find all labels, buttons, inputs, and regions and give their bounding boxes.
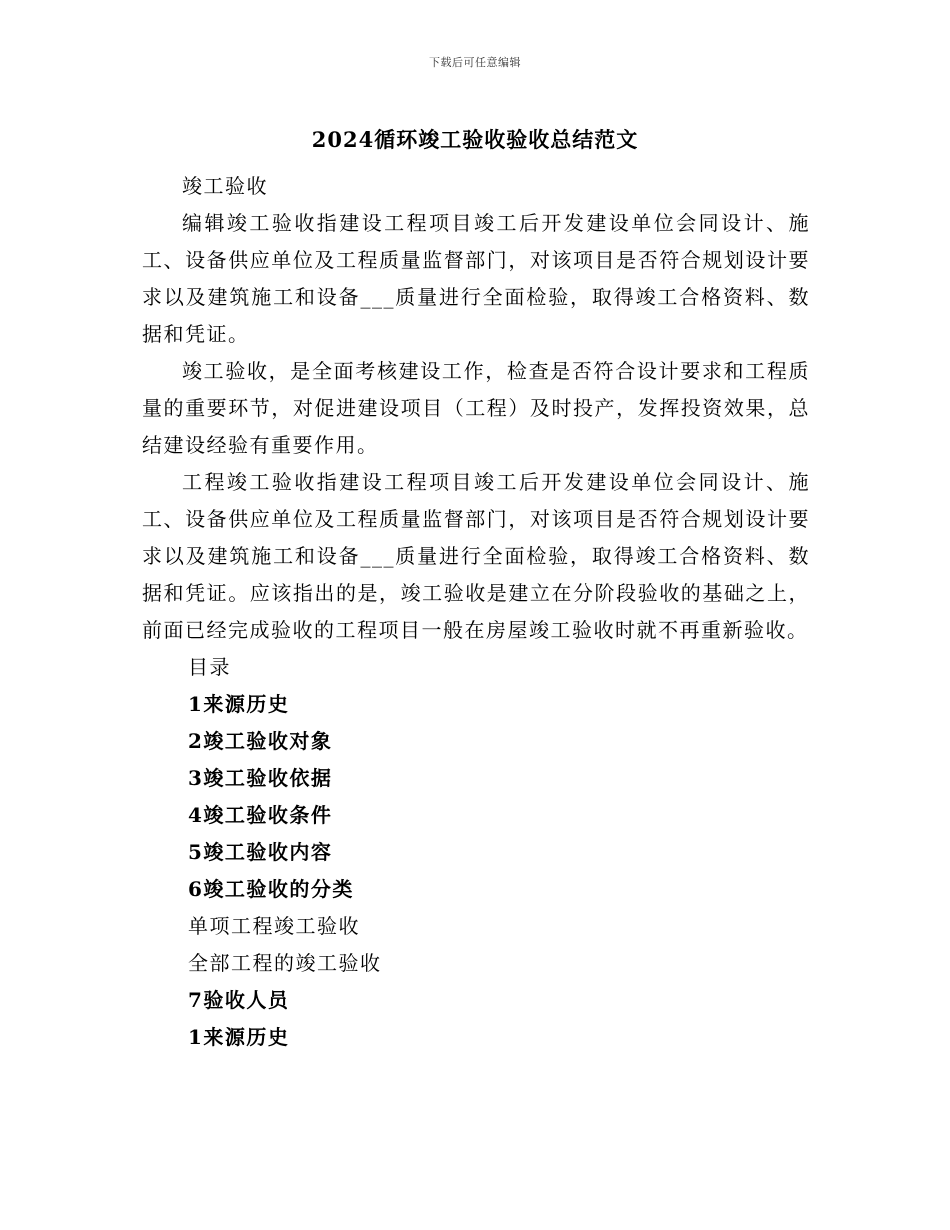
document-body [142, 168, 810, 1056]
toc-subitem: 单项工程竣工验收 [188, 914, 360, 938]
document-title: 2024循环竣工验收验收总结范文 [311, 127, 639, 152]
toc-item: 1来源历史 [188, 692, 290, 716]
toc-item: 3竣工验收依据 [188, 766, 333, 790]
header-note: 下载后可任意编辑 [429, 56, 521, 69]
toc-item: 7验收人员 [188, 988, 290, 1012]
toc-subitem: 全部工程的竣工验收 [188, 951, 382, 975]
toc-item: 4竣工验收条件 [188, 803, 333, 827]
paragraph-definition: 编辑竣工验收指建设工程项目竣工后开发建设单位会同设计、施工、设备供应单位及工程质量监督部门，对该项目是否符合规划设计要求以及建筑施工和设备___质量进行全面检验，取得竣工合格资料、数据和凭证。 [142, 211, 810, 346]
section-title: 1来源历史 [188, 1025, 290, 1049]
toc-item: 5竣工验收内容 [188, 840, 333, 864]
toc-item: 6竣工验收的分类 [188, 877, 354, 901]
toc-item: 2竣工验收对象 [188, 729, 333, 753]
paragraph-importance: 竣工验收，是全面考核建设工作，检查是否符合设计要求和工程质量的重要环节，对促进建设项目（工程）及时投产，发挥投资效果，总结建设经验有重要作用。 [142, 359, 810, 457]
section-heading: 竣工验收 [182, 174, 268, 198]
paragraph-project-acceptance: 工程竣工验收指建设工程项目竣工后开发建设单位会同设计、施工、设备供应单位及工程质量监督部门，对该项目是否符合规划设计要求以及建筑施工和设备___质量进行全面检验，取得竣工合格资料、数据和凭证。应该指出的是，竣工验收是建立在分阶段验收的基础之上，前面已经完成验收的工程项目一般在房屋竣工验收时就不再重新验收。 [142, 470, 810, 642]
toc-heading: 目录 [188, 655, 231, 679]
